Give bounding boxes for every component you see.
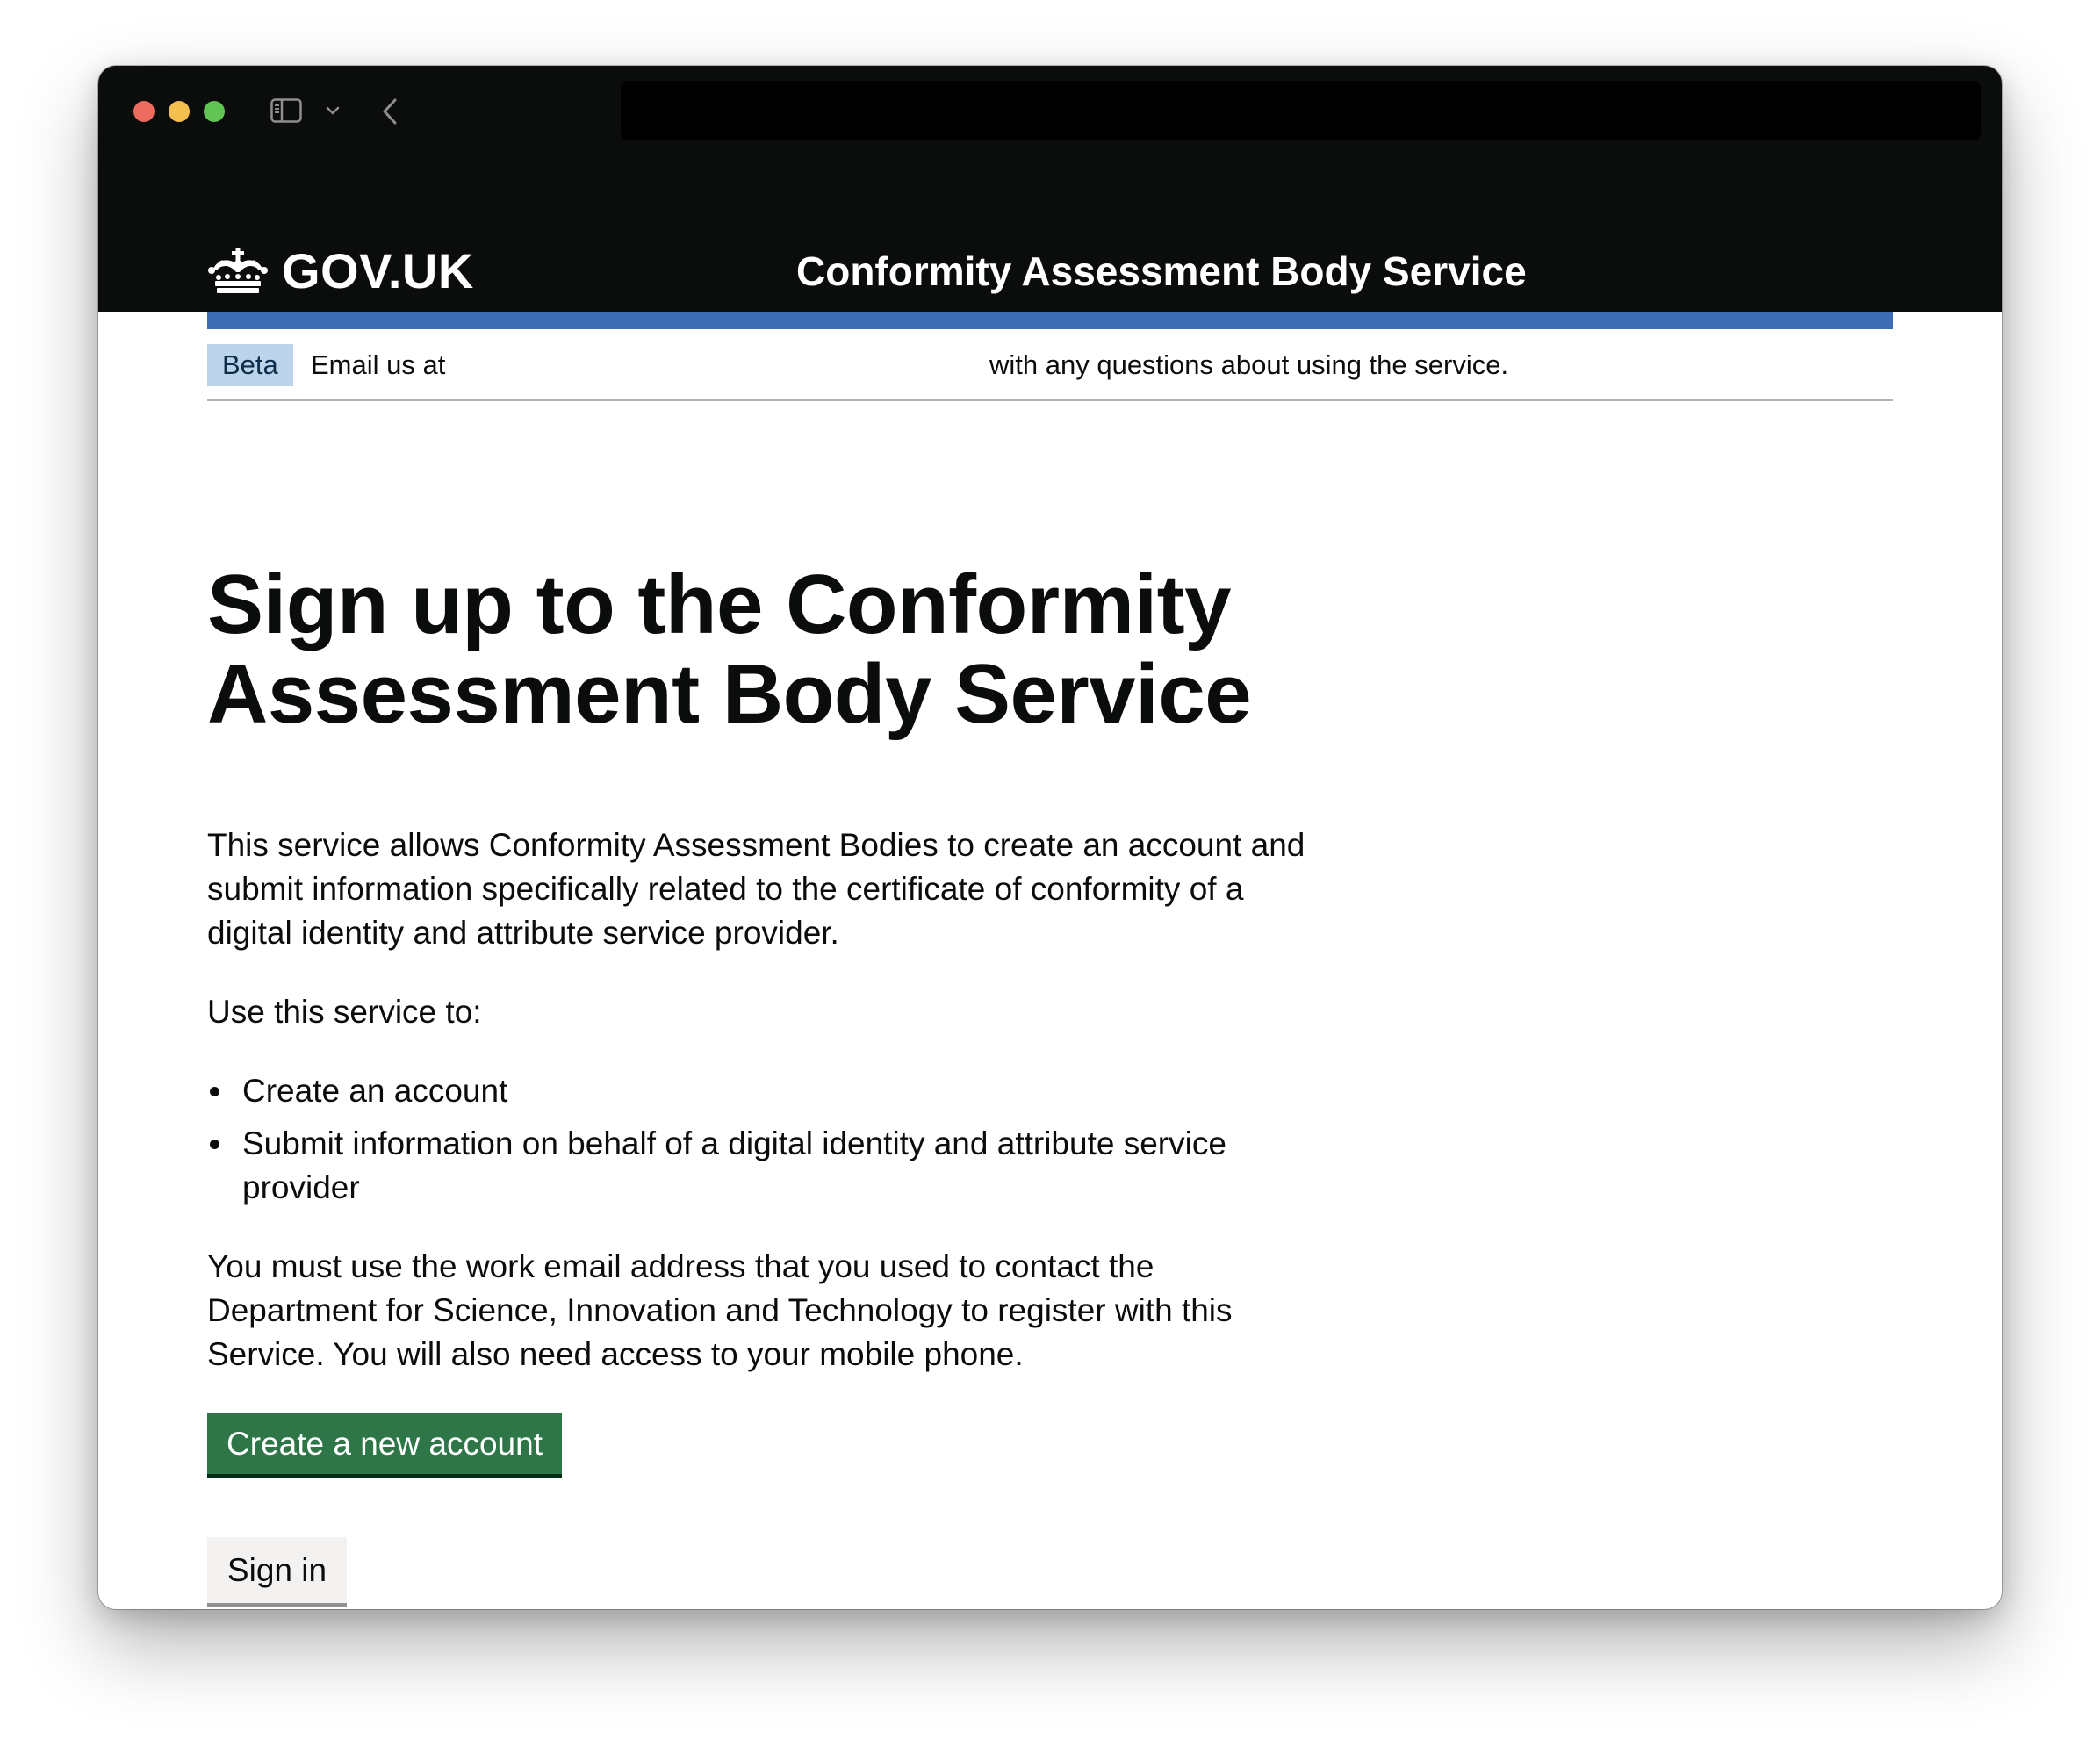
list-item bbox=[207, 1122, 1313, 1210]
zoom-window-button[interactable] bbox=[204, 101, 225, 122]
email-requirement-paragraph: You must use the work email address that you used to contact the Department for Science, Innovation and Technology to register with this Service. You will also need access to your mobile phone. bbox=[207, 1248, 1233, 1372]
minimize-window-button[interactable] bbox=[169, 101, 190, 122]
header-accent-bar bbox=[207, 312, 1893, 329]
bullet-icon bbox=[210, 1087, 219, 1096]
govuk-header bbox=[98, 158, 2002, 312]
browser-window bbox=[98, 66, 2002, 1609]
bullet-icon bbox=[210, 1140, 219, 1149]
govuk-logo-link[interactable] bbox=[206, 242, 474, 300]
service-uses-list bbox=[207, 1069, 1313, 1219]
page-title: Sign up to the Conformity Assessment Body Service bbox=[207, 557, 1252, 741]
list-item-text: Create an account bbox=[242, 1073, 508, 1109]
use-service-heading: Use this service to: bbox=[207, 994, 482, 1030]
list-item-text: Submit information on behalf of a digital identity and attribute service provider bbox=[242, 1125, 1226, 1205]
browser-toolbar bbox=[98, 66, 2002, 158]
close-window-button[interactable] bbox=[133, 101, 155, 122]
list-item bbox=[207, 1069, 1313, 1113]
intro-paragraph: This service allows Conformity Assessment Bodies to create an account and submit information specifically related to the certificate of conformity of a digital identity and attribute service provider. bbox=[207, 827, 1305, 951]
chevron-down-icon[interactable] bbox=[325, 104, 341, 117]
govuk-logo-text: GOV.UK bbox=[282, 243, 474, 298]
sign-in-button[interactable]: Sign in bbox=[207, 1537, 347, 1607]
back-arrow-icon[interactable] bbox=[381, 97, 399, 126]
beta-tag: Beta bbox=[207, 344, 293, 386]
phase-banner-text-end: with any questions about using the service. bbox=[989, 349, 1509, 380]
service-name-link[interactable]: Conformity Assessment Body Service bbox=[796, 248, 1527, 294]
sidebar-toggle-icon[interactable] bbox=[270, 98, 302, 123]
phase-banner-text-start: Email us at bbox=[311, 349, 446, 380]
phase-banner bbox=[207, 329, 1893, 401]
crown-icon bbox=[206, 246, 270, 297]
create-account-button[interactable]: Create a new account bbox=[207, 1413, 562, 1478]
address-bar[interactable] bbox=[621, 81, 1981, 140]
